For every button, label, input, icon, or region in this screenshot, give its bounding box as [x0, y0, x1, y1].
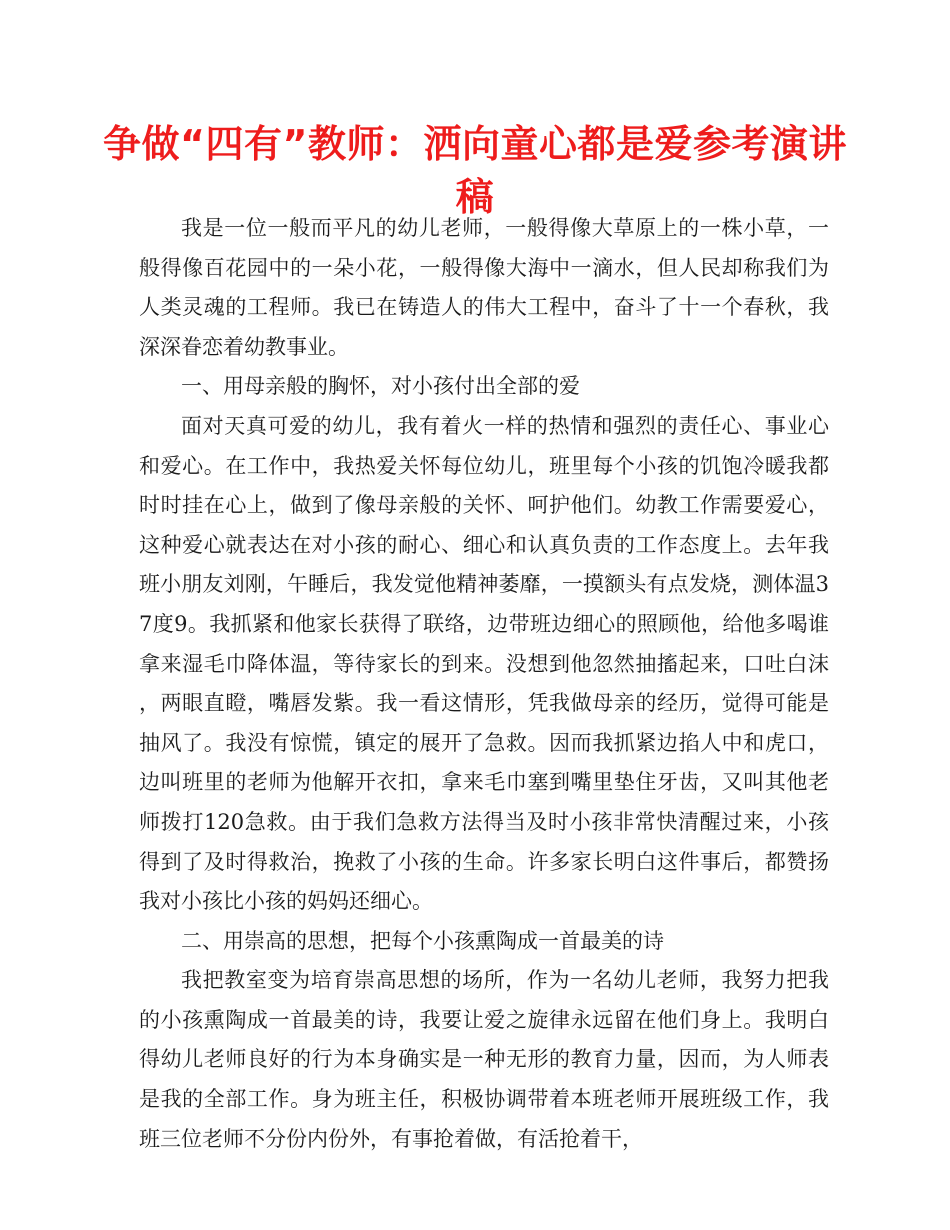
- paragraph-section-2: 我把教室变为培育崇高思想的场所，作为一名幼儿老师，我努力把我的小孩熏陶成一首最美的诗，我要让爱之旋律永远留在他们身上。我明白得幼儿老师良好的行为本身确实是一种无形的教育力量，因而，为人师表是我的全部工作。身为班主任，积极协调带着本班老师开展班级工作，我班三位老师不分份内份外，有事抢着做，有活抢着干，: [139, 968, 829, 1151]
- paragraph-intro: 我是一位一般而平凡的幼儿老师，一般得像大草原上的一株小草，一般得像百花园中的一朵小花，一般得像大海中一滴水，但人民却称我们为人类灵魂的工程师。我已在铸造人的伟大工程中，奋斗了十一个春秋，我深深眷恋着幼教事业。: [139, 216, 829, 359]
- document-title: 争做“四有”教师：洒向童心都是爱参考演讲稿: [103, 122, 847, 219]
- section-heading-2: 二、用崇高的思想，把每个小孩熏陶成一首最美的诗: [181, 928, 664, 953]
- paragraph-section-1: 面对天真可爱的幼儿，我有着火一样的热情和强烈的责任心、事业心和爱心。在工作中，我热爱关怀每位幼儿，班里每个小孩的饥饱冷暖我都时时挂在心上，做到了像母亲般的关怀、呵护他们。幼教工作需要爱心，这种爱心就表达在对小孩的耐心、细心和认真负责的工作态度上。去年我班小朋友刘刚，午睡后，我发觉他精神萎靡，一摸额头有点发烧，测体温37度9。我抓紧和他家长获得了联络，边带班边细心的照顾他，给他多喝谁拿来湿毛巾降体温，等待家长的到来。没想到他忽然抽搐起来，口吐白沫，两眼直瞪，嘴唇发紫。我一看这情形，凭我做母亲的经历，觉得可能是抽风了。我没有惊慌，镇定的展开了急救。因而我抓紧边掐人中和虎口，边叫班里的老师为他解开衣扣，拿来毛巾塞到嘴里垫住牙齿，又叫其他老师拨打120急救。由于我们急救方法得当及时小孩非常快清醒过来，小孩得到了及时得救治，挽救了小孩的生命。许多家长明白这件事后，都赞扬我对小孩比小孩的妈妈还细心。: [139, 413, 829, 914]
- section-heading-1: 一、用母亲般的胸怀，对小孩付出全部的爱: [181, 374, 580, 399]
- document-body: [139, 209, 829, 1159]
